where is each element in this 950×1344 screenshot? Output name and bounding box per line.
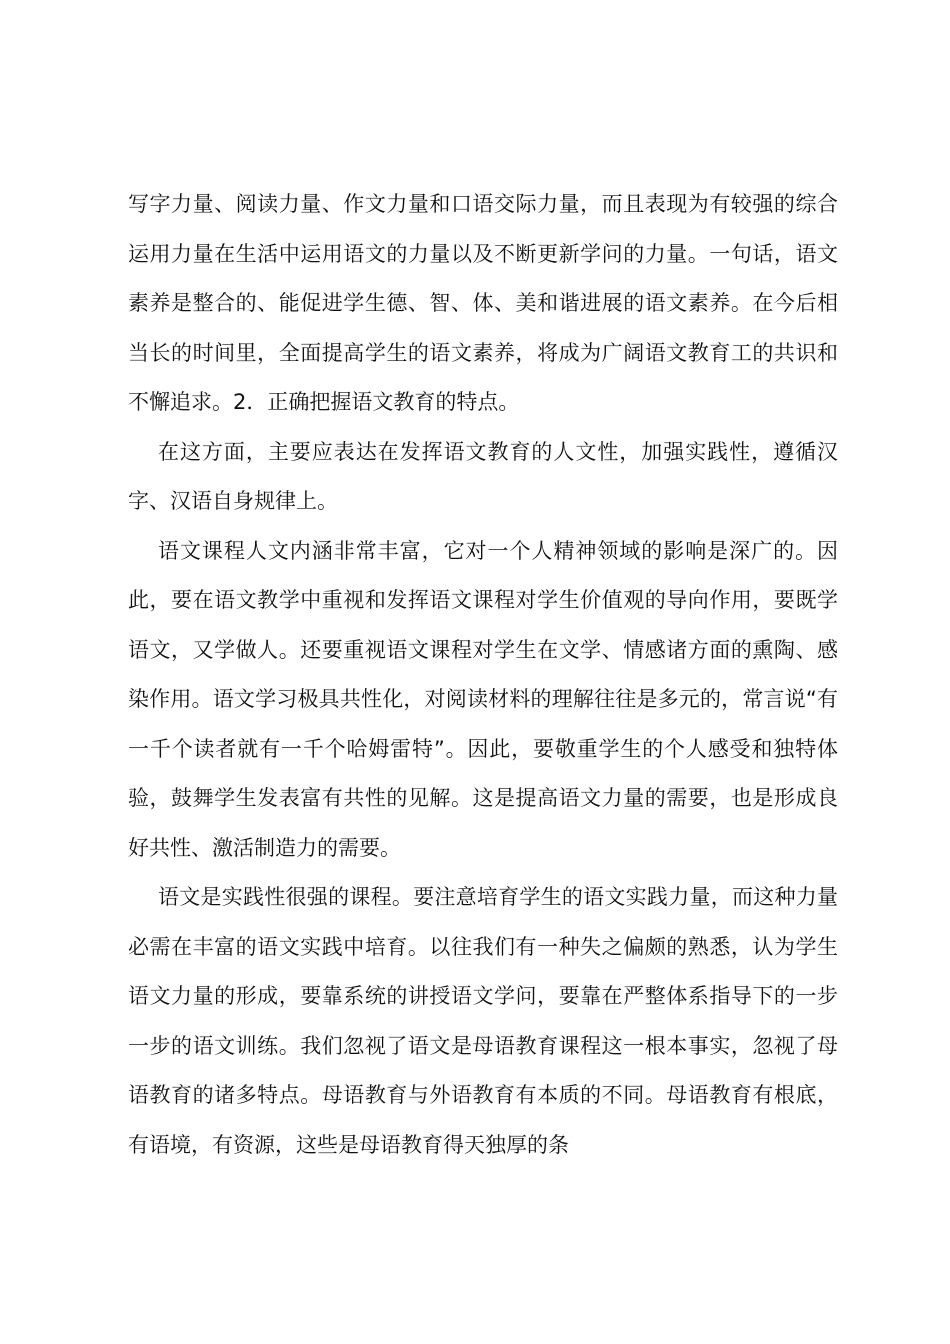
paragraph: 写字力量、阅读力量、作文力量和口语交际力量，而且表现为有较强的综合运用力量在生活中运用语文的力量以及不断更新学问的力量。一句话，语文素养是整合的、能促进学生德、智、体、美和谐进展的语文素养。在今后相当长的时间里，全面提高学生的语文素养，将成为广阔语文教育工的共识和不懈追求。2．正确把握语文教育的特点。 (128, 192, 838, 414)
body-text (128, 180, 838, 1170)
paragraph: 语文是实践性很强的课程。要注意培育学生的语文实践力量，而这种力量必需在丰富的语文实践中培育。以往我们有一种失之偏颇的熟悉，认为学生语文力量的形成，要靠系统的讲授语文学问，要靠在严整体系指导下的一步一步的语文训练。我们忽视了语文是母语教育课程这一根本事实，忽视了母语教育的诸多特点。母语教育与外语教育有本质的不同。母语教育有根底，有语境，有资源，这些是母语教育得天独厚的条 (128, 885, 838, 1157)
paragraph: 语文课程人文内涵非常丰富，它对一个人精神领域的影响是深广的。因此，要在语文教学中重视和发挥语文课程对学生价值观的导向作用，要既学语文，又学做人。还要重视语文课程对学生在文学、情感诸方面的熏陶、感染作用。语文学习极具共性化，对阅读材料的理解往往是多元的，常言说“有一千个读者就有一千个哈姆雷特”。因此，要敬重学生的个人感受和独特体验，鼓舞学生发表富有共性的见解。这是提高语文力量的需要，也是形成良好共性、激活制造力的需要。 (128, 538, 838, 860)
paragraph: 在这方面，主要应表达在发挥语文教育的人文性，加强实践性，遵循汉字、汉语自身规律上。 (128, 439, 838, 513)
